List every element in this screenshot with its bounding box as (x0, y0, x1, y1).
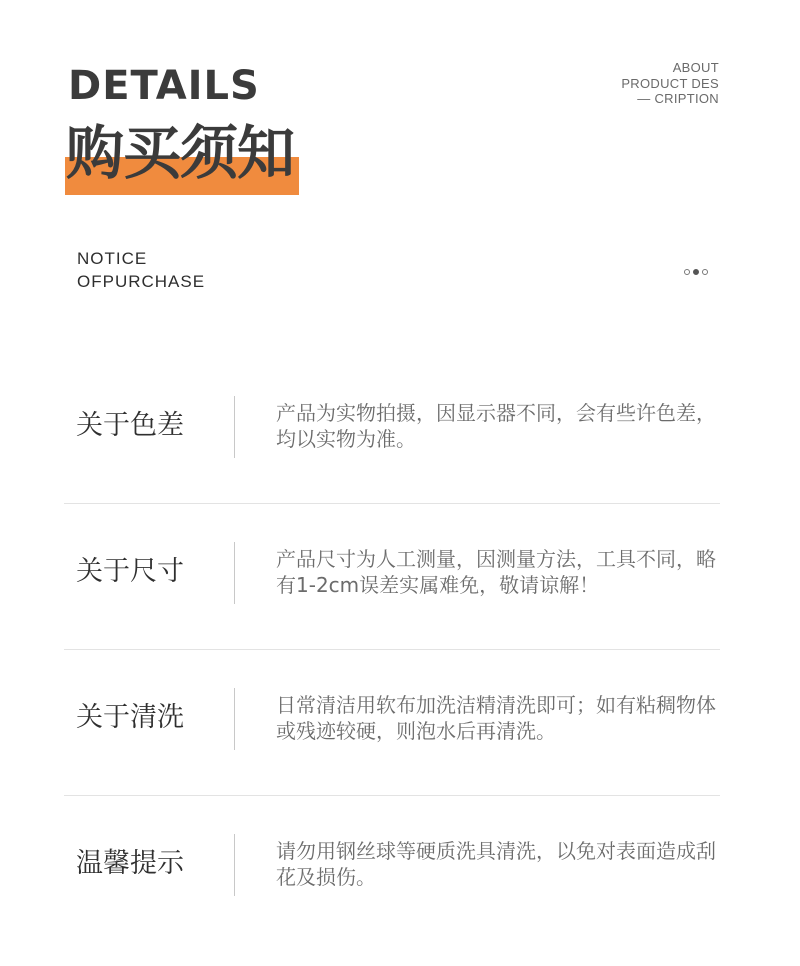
about-product-description (559, 60, 719, 107)
vertical-divider (234, 396, 235, 458)
vertical-divider (234, 834, 235, 896)
notice-item-label: 温馨提示 (76, 848, 184, 879)
dot (702, 269, 708, 275)
notice-item-tips (64, 796, 720, 942)
notice-item-label: 关于尺寸 (76, 556, 184, 587)
notice-item-label: 关于色差 (76, 410, 184, 441)
notice-item-text: 日常清洁用软布加洗洁精清洗即可；如有粘稠物体或残迹较硬，则泡水后再清洗。 (276, 693, 716, 743)
notice-subtitle (77, 247, 205, 293)
notice-item-label: 关于清洗 (76, 702, 184, 733)
notice-item-color (64, 358, 720, 504)
dot (684, 269, 690, 275)
dots-icon (684, 269, 708, 275)
notice-item-text: 请勿用钢丝球等硬质洗具清洗，以免对表面造成刮花及损伤。 (276, 839, 716, 889)
notice-item-text: 产品尺寸为人工测量，因测量方法，工具不同，略有1-2cm误差实属难免，敬请谅解！ (276, 547, 716, 597)
notice-item-text: 产品为实物拍摄，因显示器不同，会有些许色差，均以实物为准。 (276, 401, 716, 451)
vertical-divider (234, 688, 235, 750)
dot (693, 269, 699, 275)
about-line: — CRIPTION (637, 91, 719, 106)
notice-item-size (64, 504, 720, 650)
vertical-divider (234, 542, 235, 604)
notice-item-cleaning (64, 650, 720, 796)
about-line: PRODUCT DES (621, 75, 719, 91)
notice-list (64, 358, 720, 942)
details-title: DETAILS (68, 63, 260, 109)
purchase-notice-title: 购买须知 (66, 119, 295, 187)
about-line: ABOUT (672, 60, 719, 75)
notice-line-2: OFPURCHASE (77, 272, 206, 291)
notice-line-1: NOTICE (77, 249, 148, 268)
